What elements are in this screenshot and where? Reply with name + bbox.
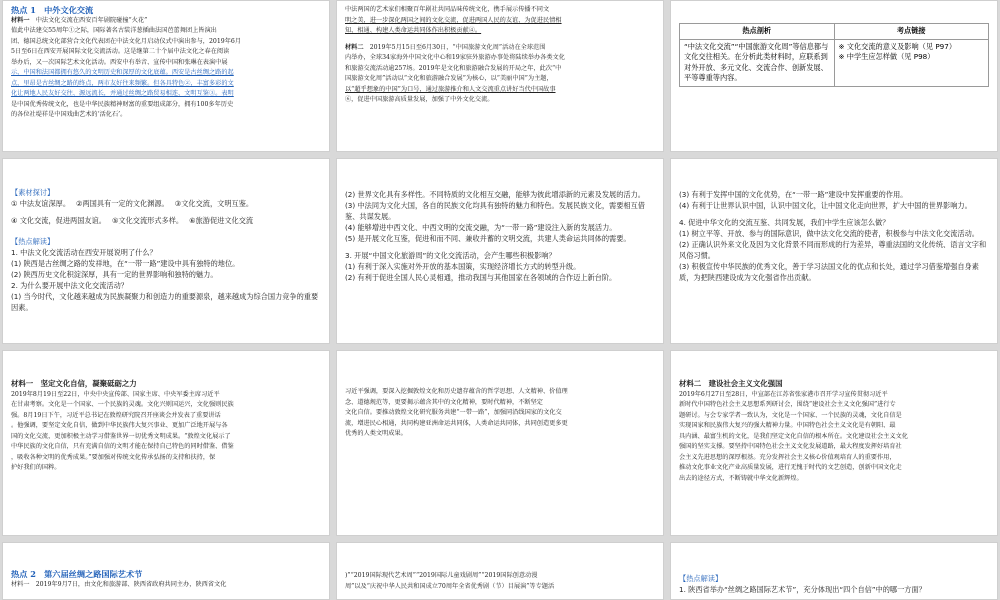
text-line: 国旅游文化周”活动以“文化和旅游融合发展”为核心，以“美丽中国”为主题， — [345, 75, 553, 82]
text-line: 中华民族的文化自信，只有充满自信的文明才能在保持自己特色的同时借鉴、借鉴 — [11, 443, 234, 450]
slide-answers-continued — [336, 158, 664, 344]
answer: (2) 陕西历史文化积淀深厚，具有一定的世界影响和独特的魅力。 — [11, 270, 218, 279]
text-line: 国的文化交流，更加积极主动学习借鉴世界一切优秀文明成果。“敦煌文化展示了 — [11, 432, 231, 440]
answer-row: ④ 文化交流，促进两国友谊。 ⑤文化交流形式多样。 ⑥旅游促进文化交流 — [11, 216, 254, 225]
text-line: 实现国家和民族伟大复兴的强大精神力量。中国特色社会主义文化是有朝阳、最 — [679, 422, 896, 429]
answer: (1) 树立平等、开放、参与的国际意识，做中法文化交流的使者，积极参与中法文化交流活动。 — [679, 229, 979, 238]
text-line: 是中国优秀传统文化，也是中华民族精神财富的重要组成部分，拥有100多年历史 — [11, 100, 234, 108]
answer: (3) 积极宣传中华民族的优秀文化，善于学习法国文化的优点和长处，通过学习借鉴增强自身素质，为把陕西建设成为文化强省作出贡献。 — [679, 262, 979, 282]
answer: (4) 能够增进中西文化、中西文明的交流交融，为“一带一路”建设注入新的发展活力。 — [345, 223, 617, 232]
question: 3. 开展“中国文化旅游周”的文化交流活动，会产生哪些积极影响？ — [345, 251, 556, 260]
text-line: 新时代中国特色社会主义思想系列研讨会，围绕“建设社会主义文化强国”进行专 — [679, 401, 896, 408]
question: 1. 陕西省举办“丝绸之路国际艺术节”，充分体现出“四个自信”中的哪一方面？ — [679, 585, 926, 594]
hotspot-title: 热点 1 中外文化交流 — [11, 5, 94, 15]
slide-analysis-table — [670, 0, 998, 152]
answer: (1) 当今时代，文化越来越成为民族凝聚力和创造力的重要源泉，越来越成为综合国力竞争的重要因素。 — [11, 292, 319, 312]
text-line: 文化自信。要推动敦煌文化研究服务共建“一带一路”，加强同沿线国家的文化交 — [345, 409, 562, 416]
text-line: 流，增进民心相通，共同构建亚洲命运共同体，人类命运共同体，共同创造更多更 — [345, 419, 568, 427]
analysis-table — [679, 23, 989, 87]
text-line: 值此中法建交55周年①之际，国际著名古装洋葱插曲法国芭蕾舞团上皆演出 — [11, 27, 217, 34]
answer: (4) 有利于让世界认识中国，认识中国文化，让中国文化走向世界，扩大中国的世界影响力。 — [679, 201, 972, 210]
text-line: 具内涵、最富生机的文化，是我们坚定文化自信的根本所在。文化建设社会主义文化 — [679, 432, 908, 440]
table-header: 热点剖析 — [680, 24, 835, 40]
text-line: 在甘肃考察。文化是一个国家、一个民族的灵魂。文化兴则国运兴，文化强则民族 — [11, 401, 234, 408]
slide-hotspot-2 — [2, 542, 330, 600]
answer: (2) 有利于促进全国人民心灵相通，推动我国与其他国家在各领域的合作迈上新台阶。 — [345, 273, 617, 282]
material-title: 材料一 坚定文化自信，凝聚砥砺之力 — [11, 379, 137, 388]
answer: (1) 陕西是古丝绸之路的发祥地，在“一带一路”建设中具有独特的地位。 — [11, 259, 240, 268]
text-line: 团、德国总统文化部营合文化代表团在中法文化月启动仪式中演出参与，2019年6月 — [11, 37, 242, 45]
text-line: )”“2019国际现代艺术周”“2019国际儿童戏剧周”“2019国际创意动漫 — [345, 572, 538, 579]
text-line: 5日至6日在西安开展国际文化交流活动。这是继第二十个届中法文化之春在阅读 — [11, 48, 230, 55]
section-label: 【热点解读】 — [11, 237, 55, 246]
material-heading: 材料二 2019年5月15日至6月30日，“中国旅游文化周”活动在全球范围 — [345, 43, 546, 51]
answer: (2) 正确认识外来文化及因为文化背景不同而形成的行为差异，尊重法国的文化传统、语言文字和风俗习惯。 — [679, 240, 987, 260]
answer-row: ① 中法友谊深厚。 ②两国具有一定的文化渊源。 ③文化交流，文明互鉴。 — [11, 199, 254, 208]
material-title: 材料二 建设社会主义文化强国 — [679, 379, 783, 388]
slide-cultural-confidence — [2, 350, 330, 536]
answer: (5) 是开展文化互鉴，促进和而不同、兼收并蓄的文明交流，共建人类命运共同体的需要。 — [345, 234, 631, 243]
slide-hotspot-reading — [670, 542, 998, 600]
text-line: 以“超乎想象的中国”为口号，通过旅游推介和人文交流重点讲好当代中国故事 — [345, 85, 556, 93]
text-line: ，吸收各种文明的优秀成果。”要加强对传统文化传承弘扬的支持和扶持，保 — [11, 453, 216, 461]
slide-dunhuang — [336, 350, 664, 536]
answer: (3) 有利于发挥中国的文化优势，在“一带一路”建设中发挥重要的作用。 — [679, 190, 908, 199]
text-line: 强国的坚实支撑。要坚持中国特色社会主义文化发展道路，最大程度发挥好培育社 — [679, 443, 902, 450]
slide-discussion — [2, 158, 330, 344]
slide-students-action — [670, 158, 998, 344]
text-line: 。他强调，要坚定文化自信，做到中华民族伟大复兴事业、更加广泛地开展与各 — [11, 422, 228, 429]
text-line: 和旅游交流活动逾257场。2019年是文化和旅游融合发展的开局之年，此次“中 — [345, 64, 562, 72]
text-line: 2019年8月19日至22日，中央中央宣传部、国家主席、中央军委主席习近平 — [11, 390, 220, 398]
text-line: 点，里昂是古丝绸之路的终点，两市友好往来频繁。但各具特色②，丰富多彩的文 — [11, 79, 234, 87]
table-cell: ※ 文化交流的意义及影响（见 P97） ※ 中学生应怎样做（见 P98） — [834, 39, 989, 86]
text-line: 出去的途径方式，不断铸就中华文化新辉煌。 — [679, 474, 803, 482]
text-line: 材料一 2019年9月7日，由文化和旅游部、陕西省政府共同主办，陕西省文化 — [11, 580, 227, 588]
text-line: 周”以及“庆祝中华人民共和国成立70周年全省优秀剧（节）目展演”等专题活 — [345, 582, 555, 590]
text-line: ⑥，促进中国旅游高质量发展，加强了中外文化交流。 — [345, 96, 494, 103]
slide-cultural-power — [670, 350, 998, 536]
text-line: 会主义先进思想的深厚根基。充分发挥社会主义核心价值观培育人的重要作用， — [679, 453, 896, 461]
hotspot-title: 热点 2 第六届丝绸之路国际艺术节 — [11, 569, 143, 579]
text-line: 举办后，又一次国际艺术文化活动。西安中有举音、宣传中国和张琳在表演中展 — [11, 58, 228, 66]
answer: (1) 有利于深入实施对外开放的基本国策，实现经济增长方式的转型升级。 — [345, 262, 581, 271]
text-line: 优秀的人类文明成果。 — [345, 430, 407, 437]
section-label: 【热点解读】 — [679, 574, 723, 583]
slide-hotspot-1 — [2, 0, 330, 152]
text-line: 的各位社堤祥是中国戏曲艺术的‘活化石’。 — [11, 111, 127, 118]
material-heading: 材料一 中法文化交流在西安百年剧院碰撞“火花” — [11, 16, 148, 24]
question: 2. 为什么要开展中法文化交流活动？ — [11, 281, 128, 290]
text-line: 护好我们的国粹。 — [11, 464, 61, 471]
text-line: 念、道德规范等，更要揭示蕴含其中的文化精神，要时代精神，不断坚定 — [345, 398, 543, 406]
table-header: 考点链接 — [834, 24, 989, 40]
text-line: 题研讨。与会专家学者一致认为，文化是一个国家、一个民族的灵魂，文化自信是 — [679, 411, 902, 419]
text-line: 强。8月19日下午，习近平总书记在敦煌研究院召开座谈会并发表了重要讲话 — [11, 411, 221, 419]
text-line: 2019年6月27日至28日，中宣部在江苏省张家港市召开学习宣传贯彻习近平 — [679, 390, 888, 398]
question: 4. 促进中华文化的交流互鉴、共同发展，我们中学生应该怎么做？ — [679, 218, 890, 227]
text-line: 内举办，全球34家海外中国文化中心和19家驻外旅游办事处将陆续举办各类文化 — [345, 54, 565, 61]
question: 1. 中法文化交流活动在西安开展说明了什么？ — [11, 248, 157, 257]
text-line: 中法两国的艺术家们相聚百年剧社共同品味传统文化，携手展示传播不同文 — [345, 6, 550, 13]
slide-art-festival — [336, 542, 664, 600]
text-line: 知、相通、构建人类命运共同体作出积极贡献④。 — [345, 27, 482, 34]
slide-material-2 — [336, 0, 664, 152]
text-line: 示，中国和法国都拥有悠久的文明历史和深厚的文化底蕴。西安是古丝绸之路的起 — [11, 69, 234, 76]
text-line: 明之美，进一步深化两国之间的文化交流，促进两国人民的友谊，为促进民情相 — [345, 16, 562, 24]
answer: (3) 中法同为文化大国，各自的民族文化均具有独特的魅力和特色。发展民族文化，需要相互借鉴、共谋发展。 — [345, 201, 645, 221]
table-cell: “中法文化交流”“中国旅游文化周”等信息都与文化交往相关。在分析此类材料时，应联系到对外开放、多元文化、交流合作、创新发展、平等尊重等内容。 — [680, 39, 835, 86]
section-label: 【素材探讨】 — [11, 188, 55, 197]
text-line: 化让两地人民友好交往、源远流长，并通过丝绸之路贸易相连、文明互鉴③。表明 — [11, 90, 234, 97]
text-line: 推动文化事业文化产业高质量发展，进行无愧于时代的文艺创造，创新中国文化走 — [679, 464, 902, 471]
answer: (2) 世界文化具有多样性。不同特质的文化相互交融，能够为彼此增添新的元素及发展的活力。 — [345, 190, 645, 199]
text-line: 习近平强调，要深入挖掘敦煌文化和历史遗存蕴含的哲学思想、人文精神、价值理 — [345, 388, 568, 395]
